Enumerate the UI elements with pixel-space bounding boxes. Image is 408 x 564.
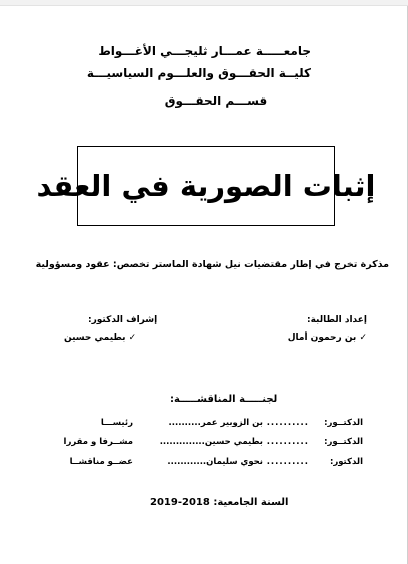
jury-member-role: رئيســـا <box>100 418 133 428</box>
thesis-title: إثبات الصورية في العقد <box>36 169 376 203</box>
jury-member-row <box>33 418 363 428</box>
jury-dots: .......... <box>266 418 309 428</box>
jury-member-name: بن الزوبير عمر.......... <box>168 418 263 428</box>
faculty-name: كليــة الحقـــوق والعلـــوم السياسيـــة <box>86 66 311 80</box>
check-bullet-icon: ✓ <box>128 333 137 343</box>
jury-member-title: الدكتور: <box>329 457 363 467</box>
university-name: جامعـــــة عمـــار ثليجـــي الأغـــواط <box>98 44 311 58</box>
jury-member-name: بطيمي حسين.............. <box>159 437 263 447</box>
department-name: قســـم الحقـــوق <box>164 94 268 108</box>
student-name: بن رحمون أمال <box>287 333 357 343</box>
jury-member-role: مشــرفا و مقررا <box>63 437 133 447</box>
supervisor-name: بطيمي حسين <box>64 333 126 343</box>
title-box <box>36 146 376 226</box>
memo-description: مذكرة تخرج في إطار مقتضيات نيل شهادة الماستر تخصص: عقود ومسؤولية <box>35 259 389 270</box>
jury-member-row <box>33 457 363 467</box>
check-bullet-icon: ✓ <box>359 333 367 343</box>
jury-member-title: الدكتــور: <box>324 418 363 428</box>
supervisor-name-line <box>64 333 136 343</box>
academic-year: السنة الجامعية: 2018-2019 <box>150 497 289 508</box>
jury-member-name: نحوي سليمان............ <box>167 457 263 467</box>
viewer-top-edge <box>0 0 408 6</box>
jury-member-title: الدكتــور: <box>324 437 363 447</box>
jury-dots: .......... <box>266 437 309 447</box>
student-name-line <box>288 333 367 343</box>
supervision-label: إشراف الدكتور: <box>88 315 158 325</box>
preparation-label: إعداد الطالبة: <box>307 315 367 325</box>
jury-dots: .......... <box>266 457 309 467</box>
jury-title: لجنـــــة المناقشـــــة: <box>170 394 278 405</box>
jury-member-row <box>33 437 363 447</box>
jury-member-role: عضــو مناقشــا <box>69 457 133 467</box>
